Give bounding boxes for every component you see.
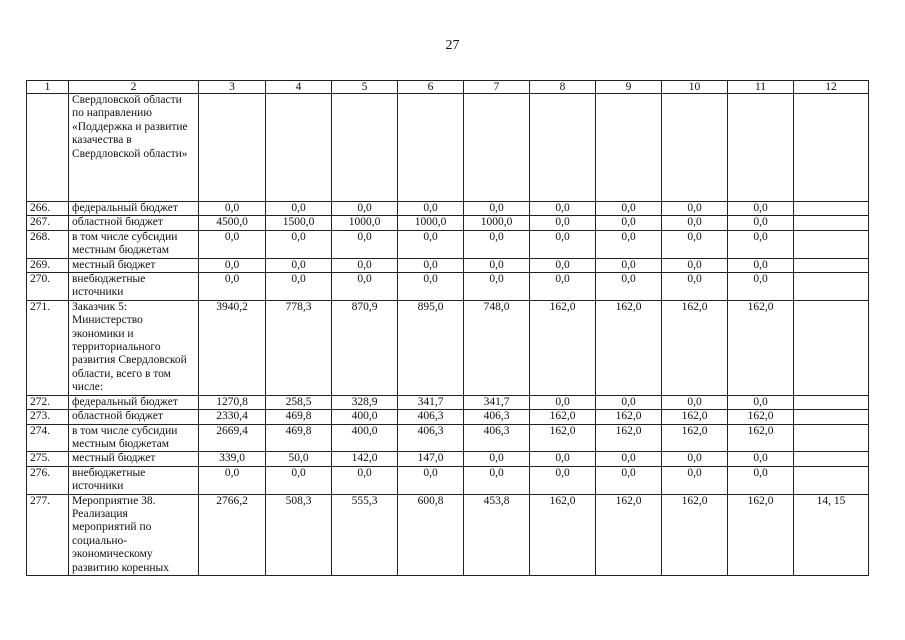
row-name-cell: областной бюджет: [69, 410, 199, 424]
value-cell: 469,8: [266, 424, 332, 452]
value-cell: 142,0: [332, 452, 398, 466]
value-cell: 0,0: [530, 230, 596, 258]
column-header: 8: [530, 81, 596, 94]
value-cell: 0,0: [530, 273, 596, 301]
value-cell: 0,0: [398, 230, 464, 258]
value-cell: 0,0: [464, 452, 530, 466]
note-cell: [794, 410, 869, 424]
value-cell: 0,0: [662, 230, 728, 258]
table-row: [27, 424, 869, 452]
value-cell: 0,0: [662, 452, 728, 466]
value-cell: [662, 94, 728, 202]
value-cell: 0,0: [596, 258, 662, 272]
value-cell: [398, 94, 464, 202]
value-cell: 0,0: [199, 202, 266, 216]
value-cell: 1000,0: [398, 216, 464, 230]
value-cell: 0,0: [728, 452, 794, 466]
value-cell: [199, 94, 266, 202]
row-name-cell: федеральный бюджет: [69, 395, 199, 409]
value-cell: 0,0: [662, 273, 728, 301]
value-cell: 1000,0: [464, 216, 530, 230]
value-cell: 341,7: [464, 395, 530, 409]
table-row: [27, 258, 869, 272]
value-cell: [728, 94, 794, 202]
value-cell: 406,3: [398, 410, 464, 424]
value-cell: 1500,0: [266, 216, 332, 230]
table-row: [27, 216, 869, 230]
value-cell: 162,0: [596, 300, 662, 395]
value-cell: 0,0: [464, 258, 530, 272]
value-cell: 0,0: [596, 452, 662, 466]
value-cell: 1000,0: [332, 216, 398, 230]
value-cell: 147,0: [398, 452, 464, 466]
value-cell: 895,0: [398, 300, 464, 395]
table-row: [27, 494, 869, 575]
value-cell: 162,0: [530, 494, 596, 575]
value-cell: 162,0: [662, 424, 728, 452]
row-name-cell: Свердловской области по направлению «Поддержка и развитие казачества в Свердловской области»: [69, 94, 199, 202]
value-cell: 0,0: [530, 202, 596, 216]
column-header: 11: [728, 81, 794, 94]
row-number-cell: 266.: [27, 202, 69, 216]
row-number-cell: 272.: [27, 395, 69, 409]
value-cell: [464, 94, 530, 202]
note-cell: [794, 424, 869, 452]
table-row: [27, 466, 869, 494]
value-cell: 0,0: [332, 202, 398, 216]
row-number-cell: 270.: [27, 273, 69, 301]
value-cell: 0,0: [464, 202, 530, 216]
row-name-cell: внебюджетные источники: [69, 466, 199, 494]
value-cell: 2766,2: [199, 494, 266, 575]
header-row: [27, 81, 869, 94]
value-cell: 406,3: [398, 424, 464, 452]
table-row: [27, 452, 869, 466]
note-cell: [794, 258, 869, 272]
value-cell: 0,0: [530, 466, 596, 494]
value-cell: 0,0: [332, 230, 398, 258]
note-cell: [794, 202, 869, 216]
value-cell: 748,0: [464, 300, 530, 395]
value-cell: 0,0: [728, 258, 794, 272]
value-cell: 341,7: [398, 395, 464, 409]
column-header: 1: [27, 81, 69, 94]
value-cell: 162,0: [530, 410, 596, 424]
value-cell: 870,9: [332, 300, 398, 395]
value-cell: 162,0: [596, 410, 662, 424]
value-cell: 0,0: [398, 466, 464, 494]
table-row: [27, 230, 869, 258]
value-cell: 469,8: [266, 410, 332, 424]
value-cell: 162,0: [596, 424, 662, 452]
value-cell: 400,0: [332, 410, 398, 424]
table-body: [27, 94, 869, 576]
value-cell: 0,0: [662, 202, 728, 216]
row-number-cell: [27, 94, 69, 202]
value-cell: 0,0: [332, 258, 398, 272]
value-cell: 1270,8: [199, 395, 266, 409]
row-number-cell: 267.: [27, 216, 69, 230]
value-cell: 0,0: [596, 216, 662, 230]
table-row-continuation: [27, 94, 869, 202]
budget-table: [26, 80, 869, 576]
column-header: 3: [199, 81, 266, 94]
value-cell: 0,0: [199, 258, 266, 272]
note-cell: [794, 230, 869, 258]
note-cell: 14, 15: [794, 494, 869, 575]
row-number-cell: 277.: [27, 494, 69, 575]
value-cell: 0,0: [728, 273, 794, 301]
value-cell: 3940,2: [199, 300, 266, 395]
value-cell: 0,0: [398, 202, 464, 216]
note-cell: [794, 452, 869, 466]
value-cell: 2330,4: [199, 410, 266, 424]
value-cell: 400,0: [332, 424, 398, 452]
row-number-cell: 269.: [27, 258, 69, 272]
table-row: [27, 273, 869, 301]
value-cell: 508,3: [266, 494, 332, 575]
value-cell: [596, 94, 662, 202]
row-number-cell: 268.: [27, 230, 69, 258]
row-name-cell: областной бюджет: [69, 216, 199, 230]
value-cell: 258,5: [266, 395, 332, 409]
value-cell: 0,0: [728, 202, 794, 216]
row-name-cell: федеральный бюджет: [69, 202, 199, 216]
value-cell: 0,0: [332, 466, 398, 494]
value-cell: 778,3: [266, 300, 332, 395]
value-cell: 0,0: [662, 258, 728, 272]
row-number-cell: 275.: [27, 452, 69, 466]
row-name-cell: Мероприятие 38. Реализация мероприятий по социально-экономическому развитию коренных: [69, 494, 199, 575]
value-cell: 406,3: [464, 410, 530, 424]
value-cell: 0,0: [266, 258, 332, 272]
column-header: 6: [398, 81, 464, 94]
value-cell: 0,0: [266, 273, 332, 301]
value-cell: 339,0: [199, 452, 266, 466]
row-name-cell: Заказчик 5: Министерство экономики и территориального развития Свердловской области, всего в том числе:: [69, 300, 199, 395]
value-cell: 0,0: [199, 466, 266, 494]
value-cell: 0,0: [662, 466, 728, 494]
value-cell: 600,8: [398, 494, 464, 575]
value-cell: 0,0: [464, 230, 530, 258]
value-cell: 0,0: [530, 452, 596, 466]
value-cell: 162,0: [728, 494, 794, 575]
value-cell: 0,0: [596, 273, 662, 301]
value-cell: 0,0: [728, 395, 794, 409]
value-cell: 406,3: [464, 424, 530, 452]
value-cell: 162,0: [596, 494, 662, 575]
value-cell: 0,0: [596, 202, 662, 216]
value-cell: 0,0: [199, 230, 266, 258]
note-cell: [794, 216, 869, 230]
value-cell: 0,0: [266, 466, 332, 494]
value-cell: 0,0: [728, 216, 794, 230]
value-cell: 0,0: [530, 216, 596, 230]
value-cell: 0,0: [596, 230, 662, 258]
value-cell: 328,9: [332, 395, 398, 409]
column-header: 7: [464, 81, 530, 94]
column-header: 4: [266, 81, 332, 94]
value-cell: 0,0: [662, 395, 728, 409]
note-cell: [794, 94, 869, 202]
page-number: 27: [445, 38, 460, 53]
value-cell: 0,0: [530, 258, 596, 272]
value-cell: 162,0: [530, 300, 596, 395]
row-name-cell: местный бюджет: [69, 258, 199, 272]
value-cell: 0,0: [332, 273, 398, 301]
value-cell: 4500,0: [199, 216, 266, 230]
column-header: 5: [332, 81, 398, 94]
note-cell: [794, 395, 869, 409]
table-row: [27, 202, 869, 216]
value-cell: 0,0: [530, 395, 596, 409]
value-cell: 0,0: [596, 466, 662, 494]
value-cell: 162,0: [662, 300, 728, 395]
note-cell: [794, 300, 869, 395]
value-cell: 453,8: [464, 494, 530, 575]
value-cell: [266, 94, 332, 202]
row-number-cell: 274.: [27, 424, 69, 452]
value-cell: 2669,4: [199, 424, 266, 452]
value-cell: 0,0: [728, 230, 794, 258]
note-cell: [794, 466, 869, 494]
value-cell: 162,0: [530, 424, 596, 452]
table-row: [27, 410, 869, 424]
value-cell: 0,0: [662, 216, 728, 230]
column-header: 10: [662, 81, 728, 94]
note-cell: [794, 273, 869, 301]
value-cell: 555,3: [332, 494, 398, 575]
column-header: 12: [794, 81, 869, 94]
value-cell: 0,0: [464, 273, 530, 301]
value-cell: 0,0: [398, 258, 464, 272]
value-cell: 162,0: [662, 410, 728, 424]
value-cell: 0,0: [199, 273, 266, 301]
row-name-cell: в том числе субсидии местным бюджетам: [69, 424, 199, 452]
value-cell: 50,0: [266, 452, 332, 466]
row-name-cell: в том числе субсидии местным бюджетам: [69, 230, 199, 258]
table-row: [27, 300, 869, 395]
value-cell: 162,0: [728, 300, 794, 395]
value-cell: 0,0: [596, 395, 662, 409]
value-cell: [332, 94, 398, 202]
column-header: 2: [69, 81, 199, 94]
row-name-cell: местный бюджет: [69, 452, 199, 466]
value-cell: 0,0: [464, 466, 530, 494]
column-header: 9: [596, 81, 662, 94]
row-number-cell: 273.: [27, 410, 69, 424]
value-cell: 0,0: [266, 230, 332, 258]
value-cell: 0,0: [266, 202, 332, 216]
value-cell: 162,0: [728, 410, 794, 424]
value-cell: [530, 94, 596, 202]
value-cell: 0,0: [398, 273, 464, 301]
row-number-cell: 276.: [27, 466, 69, 494]
table-row: [27, 395, 869, 409]
row-name-cell: внебюджетные источники: [69, 273, 199, 301]
value-cell: 162,0: [728, 424, 794, 452]
value-cell: 0,0: [728, 466, 794, 494]
value-cell: 162,0: [662, 494, 728, 575]
row-number-cell: 271.: [27, 300, 69, 395]
